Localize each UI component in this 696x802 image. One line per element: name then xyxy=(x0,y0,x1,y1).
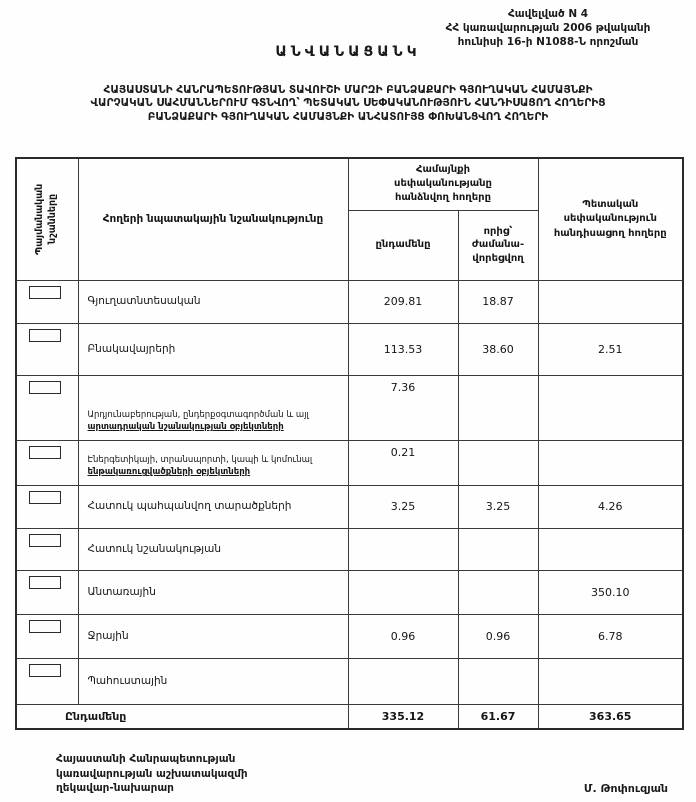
value-total: 7.36 xyxy=(348,375,458,440)
value-state xyxy=(538,658,683,704)
total-value-of-which: 61.67 xyxy=(458,704,538,729)
legend-symbol-box xyxy=(29,534,61,547)
land-category-label: Հատուկ պահպանվող տարածքների xyxy=(78,485,348,528)
value-total: 113.53 xyxy=(348,323,458,375)
value-state: 6.78 xyxy=(538,614,683,658)
total-label: Ընդամենը xyxy=(16,704,348,729)
table-row-industrial xyxy=(16,375,683,440)
total-value-state: 363.65 xyxy=(538,704,683,729)
land-category-label: Գյուղատնտեսական xyxy=(78,280,348,323)
value-state: 4.26 xyxy=(538,485,683,528)
table-row-water xyxy=(16,614,683,658)
value-of-which xyxy=(458,570,538,614)
value-total: 0.21 xyxy=(348,440,458,485)
subtitle-line-3: ԲԱՆՁԱՔԱՐԻ ԳՅՈՒՂԱԿԱՆ ՀԱՄԱՅՆՔԻ ԱՆՀԱՏՈՒՅՑ ՓՈԽԱՆՑՎՈՂ ՀՈՂԵՐԻ xyxy=(147,110,549,123)
value-total: 0.96 xyxy=(348,614,458,658)
value-of-which: 18.87 xyxy=(458,280,538,323)
value-of-which xyxy=(458,528,538,570)
column-header-state: Պետական սեփականություն հանդիսացող հողերը xyxy=(538,158,683,280)
symbol-cell xyxy=(16,528,78,570)
table-row-forest xyxy=(16,570,683,614)
table-row-energy-transport xyxy=(16,440,683,485)
value-state: 2.51 xyxy=(538,323,683,375)
symbol-cell xyxy=(16,570,78,614)
signatory-title-line-1: Հայաստանի Հանրապետության xyxy=(56,753,236,765)
column-header-community-group: Համայնքի սեփականությանը հանձնվող հողերը xyxy=(348,158,538,210)
land-category-label: Հատուկ նշանակության xyxy=(78,528,348,570)
signatory-title-line-2: կառավարության աշխատակազմի xyxy=(56,767,248,780)
value-state xyxy=(538,375,683,440)
annex-line-1: Հավելված N 4 xyxy=(507,8,589,20)
land-transfer-table xyxy=(15,157,684,730)
symbol-cell xyxy=(16,323,78,375)
symbol-cell xyxy=(16,440,78,485)
document-subtitle xyxy=(18,84,678,124)
column-header-of-which: որից՝ ժամանավորեցվող xyxy=(458,210,538,280)
subtitle-line-1: ՀԱՅԱՍՏԱՆԻ ՀԱՆՐԱՊԵՏՈՒԹՅԱՆ ՏԱՎՈՒՇԻ ՄԱՐԶԻ ԲԱՆՁԱՔԱՐԻ ԳՅՈՒՂԱԿԱՆ ՀԱՄԱՅՆՔԻ xyxy=(103,84,593,96)
total-value-total: 335.12 xyxy=(348,704,458,729)
value-of-which xyxy=(458,375,538,440)
value-state xyxy=(538,440,683,485)
symbol-cell xyxy=(16,280,78,323)
value-total: 3.25 xyxy=(348,485,458,528)
table-row-agricultural xyxy=(16,280,683,323)
value-total: 209.81 xyxy=(348,280,458,323)
legend-symbol-box xyxy=(29,446,61,459)
land-category-label: Բնակավայրերի xyxy=(78,323,348,375)
label-line-2: արտադրական նշանակության օբյեկտների xyxy=(87,422,284,433)
land-category-label: Անտառային xyxy=(78,570,348,614)
land-category-label xyxy=(78,375,348,440)
value-state: 350.10 xyxy=(538,570,683,614)
value-of-which: 3.25 xyxy=(458,485,538,528)
symbol-cell xyxy=(16,485,78,528)
label-line-2: ենթակառուցվածքների օբյեկտների xyxy=(87,467,251,478)
legend-symbol-box xyxy=(29,381,61,394)
column-header-symbols: Պայմանական նշանները xyxy=(34,183,59,255)
land-category-label: Պահուստային xyxy=(78,658,348,704)
signatory-title-block xyxy=(56,752,248,796)
annex-line-3: հունիսի 16-ի N1088-Ն որոշման xyxy=(457,36,639,49)
label-line-1: Էներգետիկայի, տրանսպորտի, կապի և կոմունալ xyxy=(87,454,313,465)
value-of-which xyxy=(458,440,538,485)
column-header-purpose: Հողերի նպատակային նշանակությունը xyxy=(78,158,348,280)
table-row-residential xyxy=(16,323,683,375)
legend-symbol-box xyxy=(29,620,61,633)
value-total xyxy=(348,528,458,570)
value-state xyxy=(538,528,683,570)
legend-symbol-box xyxy=(29,576,61,589)
land-category-label xyxy=(78,440,348,485)
value-of-which: 38.60 xyxy=(458,323,538,375)
column-header-total: ընդամենը xyxy=(348,210,458,280)
table-header-row-1 xyxy=(16,158,683,210)
table-row-special-purpose xyxy=(16,528,683,570)
value-state xyxy=(538,280,683,323)
table-total-row xyxy=(16,704,683,729)
land-category-label: Ջրային xyxy=(78,614,348,658)
page-title: ԱՆՎԱՆԱՑԱՆԿ xyxy=(275,44,421,60)
value-of-which: 0.96 xyxy=(458,614,538,658)
table-row-reserve xyxy=(16,658,683,704)
value-total xyxy=(348,570,458,614)
symbol-cell xyxy=(16,614,78,658)
legend-symbol-box xyxy=(29,329,61,342)
annex-line-2: ՀՀ կառավարության 2006 թվականի xyxy=(445,22,651,35)
value-of-which xyxy=(458,658,538,704)
legend-symbol-box xyxy=(29,664,61,677)
column-header-symbols-cell xyxy=(16,158,78,280)
symbol-cell xyxy=(16,658,78,704)
legend-symbol-box xyxy=(29,491,61,504)
legend-symbol-box xyxy=(29,286,61,299)
table-row-protected-areas xyxy=(16,485,683,528)
subtitle-line-2: ՎԱՐՉԱԿԱՆ ՍԱՀՄԱՆՆԵՐՈՒՄ ԳՏՆՎՈՂ՝ ՊԵՏԱԿԱՆ ՍԵՓԱԿԱՆՈՒԹՅՈՒՆ ՀԱՆԴԻՍԱՑՈՂ ՀՈՂԵՐԻՑ xyxy=(90,97,606,110)
symbol-cell xyxy=(16,375,78,440)
signatory-title-line-3: ղեկավար-նախարար xyxy=(56,782,174,795)
value-total xyxy=(348,658,458,704)
label-line-1: Արդյունաբերության, ընդերքօգտագործման և այլ xyxy=(87,409,309,420)
signatory-name: Մ. Թոփուզյան xyxy=(583,782,668,795)
